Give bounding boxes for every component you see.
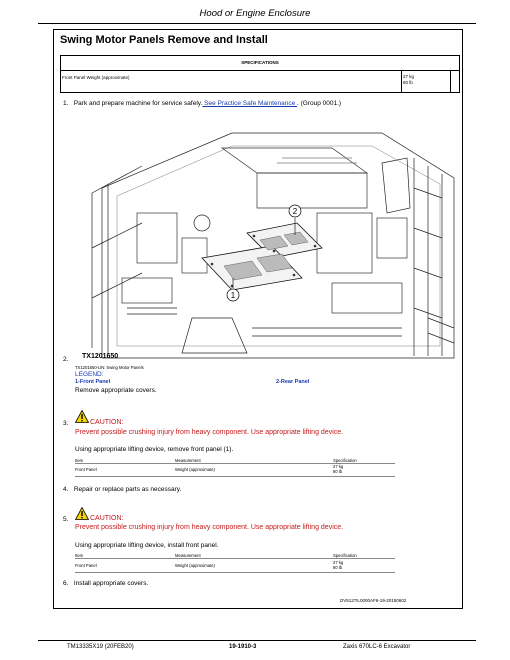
callout-1: 1 <box>230 291 236 300</box>
figure-label: TX1201650 <box>82 353 119 360</box>
step-number: 1. <box>63 100 69 107</box>
spec-value-lb: 60 lb <box>403 80 413 85</box>
step-2-text: Remove appropriate covers. <box>75 387 157 394</box>
legend-item-rear-panel: 2-Rear Panel <box>276 379 310 385</box>
step-text: Park and prepare machine for service safely. <box>73 100 203 107</box>
step-5-number: 5. <box>63 516 69 523</box>
spec-column-divider <box>401 71 402 92</box>
spec-column-divider <box>450 71 451 92</box>
footer-machine-model: Zaxis 670LC-6 Excavator <box>343 644 411 650</box>
practice-safe-maintenance-link[interactable]: See Practice Safe Maintenance <box>202 100 298 107</box>
table-header-measurement: Measurement <box>175 458 201 463</box>
section-title: Swing Motor Panels Remove and Install <box>60 34 268 46</box>
table-cell-measurement: Weight (approximate) <box>175 563 215 568</box>
table-rule <box>75 463 395 464</box>
step-suffix: . (Group 0001.) <box>297 100 342 107</box>
document-reference: DV51275,0000AF6-19-20150602 <box>340 598 407 603</box>
caution-text: Prevent possible crushing injury from heavy component. Use appropriate lifting device. <box>75 524 344 531</box>
step-text: Install appropriate covers. <box>73 580 149 587</box>
footer-page-number: 19-1910-3 <box>229 644 257 650</box>
footer-divider <box>38 640 476 641</box>
step-4 <box>63 486 181 493</box>
spec-kg: 27 kg <box>333 560 344 565</box>
spec-row-label: Front Panel Weight (approximate) <box>62 75 130 80</box>
step-text: Repair or replace parts as necessary. <box>73 486 182 493</box>
step-3-number: 3. <box>63 420 69 427</box>
table-header-measurement: Measurement <box>175 553 201 558</box>
step-2-number: 2. <box>63 356 69 363</box>
legend-title: LEGEND: <box>75 371 104 378</box>
step-3-instruction: Using appropriate lifting device, remove front panel (1). <box>75 446 234 453</box>
table-header-item: Item <box>75 458 84 463</box>
table-rule <box>75 572 395 573</box>
header-divider <box>38 23 476 24</box>
warning-icon <box>75 507 89 520</box>
page-header-title: Hood or Engine Enclosure <box>199 8 311 19</box>
caution-text: Prevent possible crushing injury from heavy component. Use appropriate lifting device. <box>75 429 344 436</box>
table-header-item: Item <box>75 553 84 558</box>
step-5-instruction: Using appropriate lifting device, install front panel. <box>75 542 219 549</box>
specifications-heading: SPECIFICATIONS <box>60 55 460 71</box>
table-cell-item: Front Panel <box>75 563 97 568</box>
table-header-specification: Specification <box>333 553 357 558</box>
spec-value-kg: 27 kg <box>403 74 415 79</box>
spec-lb: 60 lb <box>333 565 343 570</box>
legend-item-front-panel: 1-Front Panel <box>75 379 111 385</box>
caution-label: CAUTION: <box>90 515 124 522</box>
table-cell-measurement: Weight (approximate) <box>175 467 215 472</box>
table-cell-specification <box>333 560 343 570</box>
swing-motor-panels-illustration <box>82 118 462 363</box>
step-number: 6. <box>63 580 69 587</box>
step-number: 4. <box>63 486 69 493</box>
table-rule <box>75 476 395 477</box>
step-1 <box>63 100 341 107</box>
footer-manual-id: TM13335X19 (20FEB20) <box>67 644 134 650</box>
callout-2: 2 <box>292 207 298 216</box>
caution-label: CAUTION: <box>90 419 124 426</box>
table-cell-specification <box>333 464 343 474</box>
table-cell-item: Front Panel <box>75 467 97 472</box>
spec-lb: 60 lb <box>333 469 343 474</box>
spec-row-value <box>403 74 414 86</box>
table-header-specification: Specification <box>333 458 357 463</box>
figure-caption: TX1201650-UN: Swing Motor Panels <box>75 365 144 370</box>
warning-icon <box>75 410 89 423</box>
table-rule <box>75 558 395 559</box>
step-6 <box>63 580 148 587</box>
spec-kg: 27 kg <box>333 464 344 469</box>
